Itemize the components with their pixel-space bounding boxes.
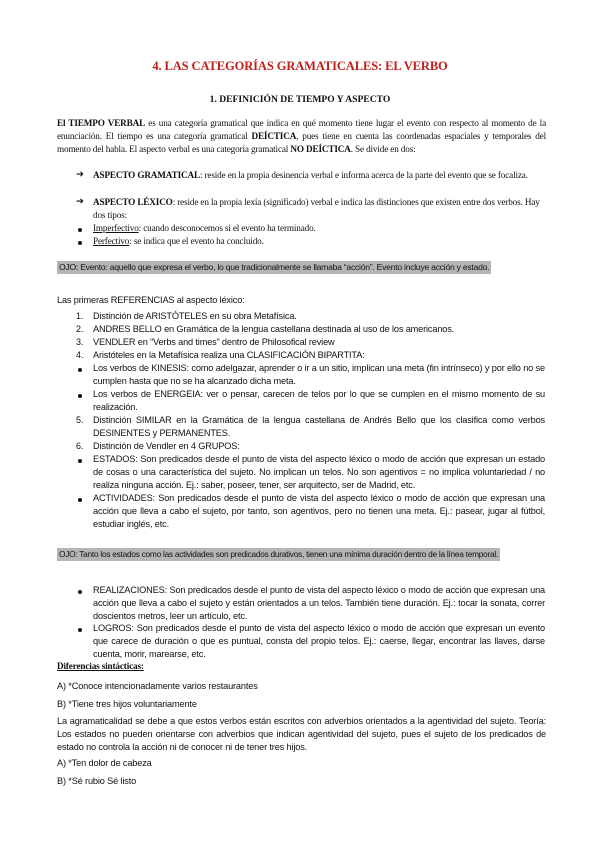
term-deictica: DEÍCTICA [251,131,297,141]
aspect-item [93,169,545,182]
arrow-icon: ➔ [76,197,84,207]
aspect-text: : reside en la propia lexía (significado) verbal e indica las distinciones que existen entre dos verbos. Hay dos tipos: [93,197,540,220]
intro-text-2: , pues tiene en cuenta las coordenadas espaciales y temporales del momento del habla. El aspecto verbal es una categoría gramatical [57,131,546,154]
aspect-term: ASPECTO LÉXICO [93,197,173,207]
references-heading: Las primeras REFERENCIAS al aspecto léxico: [57,295,245,305]
example-line: A) *Conoce intencionadamente varios restaurantes [57,681,258,691]
example-line: A) *Ten dolor de cabeza [57,758,152,768]
intro-text-1: es una categoría gramatical que indica en qué momento tiene lugar el evento con respecto al momento de la enunciación. El tiempo es una categoría gramatical [57,118,547,141]
reference-item: VENDLER en “Verbs and times” dentro de Philosofical review [93,337,335,347]
bullet-icon [78,241,82,245]
group-item: REALIZACIONES: Son predicados desde el punto de vista del aspecto léxico o modo de acción que expresan una acción que lleva a cabo el sujeto y están orientados a un telos. También tiene duración. Ej.: tocar la sonata, correr doscientos metros, leer un artículo, etc. [93,585,545,621]
bullet-icon [78,368,82,372]
type-term: Perfectivo [93,236,130,246]
list-number: 3. [76,337,84,347]
type-term: Imperfectivo [93,223,139,233]
note-highlight: OJO: Tanto los estados como las actividades son predicados durativos, tienen una mínima duración dentro de la línea temporal. [59,549,499,559]
list-number: 4. [76,350,84,360]
bullet-icon [78,394,82,398]
arrow-icon: ➔ [76,170,84,180]
reference-item: Distinción SIMILAR en la Gramática de la lengua castellana de Andrés Bello que los clasifica como verbos DESINENTES y PERMANENTES. [93,415,545,438]
term-no-deictica: NO DEÍCTICA [290,144,351,154]
group-item: LOGROS: Son predicados desde el punto de vista del aspecto léxico o modo de acción que expresan un evento que carece de duración o que es puntual, consta del propio telos. Ej.: caerse, llegar, encontrar las llaves, darse cuenta, morir, marearse, etc. [93,623,545,659]
intro-text-3: . Se divide en dos: [350,144,416,154]
intro-paragraph [57,117,546,156]
type-item [93,235,543,248]
document-title: 4. LAS CATEGORÍAS GRAMATICALES: EL VERBO [152,59,448,73]
bullet-icon [78,498,82,502]
reference-item: Aristóteles en la Metafísica realiza una CLASIFICACIÓN BIPARTITA: [93,350,365,360]
bullet-icon [78,228,82,232]
example-line: B) *Tiene tres hijos voluntariamente [57,699,197,709]
explanation-paragraph: La agramaticalidad se debe a que estos verbos están escritos con adverbios orientados a la agentividad del sujeto. Teoría: Los estados no pueden orientarse con adverbios que indican agentividad del sujeto, pues el sujeto de los predicados de estado no controla la acción ni de conocer ni de tener tres hijos. [57,716,546,752]
reference-item: Distinción de ARISTÓTELES en su obra Metafísica. [93,311,297,321]
reference-item: Los verbos de KINESIS: como adelgazar, aprender o ir a un sitio, implican una meta (fin intrínseco) y por ello no se cumplen hasta que no se ha alcanzado dicha meta. [93,363,545,386]
aspect-term: ASPECTO GRAMATICAL [93,170,200,180]
bullet-icon [78,459,82,463]
list-number: 6. [76,441,84,451]
bullet-icon [78,628,82,632]
aspect-text: : reside en la propia desinencia verbal e informa acerca de la parte del evento que se focaliza. [199,170,528,180]
aspect-item [93,196,545,222]
list-number: 2. [76,324,84,334]
list-number: 1. [76,311,84,321]
type-text: : cuando desconocemos si el evento ha terminado. [138,223,316,233]
differences-heading: Diferencias sintácticas: [57,661,144,671]
term-tiempo-verbal: El TIEMPO VERBAL [57,118,146,128]
reference-item: ESTADOS: Son predicados desde el punto de vista del aspecto léxico o modo de acción que expresan un estado de cosas o una característica del sujeto. No implican un telos. No son agentivos = no implica voluntariedad / no realiza ninguna acción. Ej.: saber, poseer, tener, ser arquitecto, ser de Madrid, etc. [93,454,545,490]
list-number: 5. [76,415,84,425]
example-line: B) *Sé rubio Sé listo [57,776,137,786]
type-text: : se indica que el evento ha concluido. [129,236,264,246]
reference-item: ACTIVIDADES: Son predicados desde el punto de vista del aspecto léxico o modo de acción que expresan una acción que lleva a cabo el sujeto, por tanto, son agentivos, pero no tienen una meta. Ej.: pasear, jugar al fútbol, estudiar inglés, etc. [93,493,545,529]
reference-item: ANDRES BELLO en Gramática de la lengua castellana destinada al uso de los americanos. [93,324,455,334]
reference-item: Los verbos de ENERGEIA: ver o pensar, carecen de telos por lo que se cumplen en el mismo momento de su realización. [93,389,545,412]
reference-item: Distinción de Vendler en 4 GRUPOS: [93,441,240,451]
type-item [93,222,543,235]
note-highlight: OJO: Evento: aquello que expresa el verbo, lo que tradicionalmente se llamaba “acción”. Evento incluye acción y estado. [59,262,490,272]
section-heading: 1. DEFINICIÓN DE TIEMPO Y ASPECTO [209,94,391,105]
bullet-icon [78,590,82,594]
